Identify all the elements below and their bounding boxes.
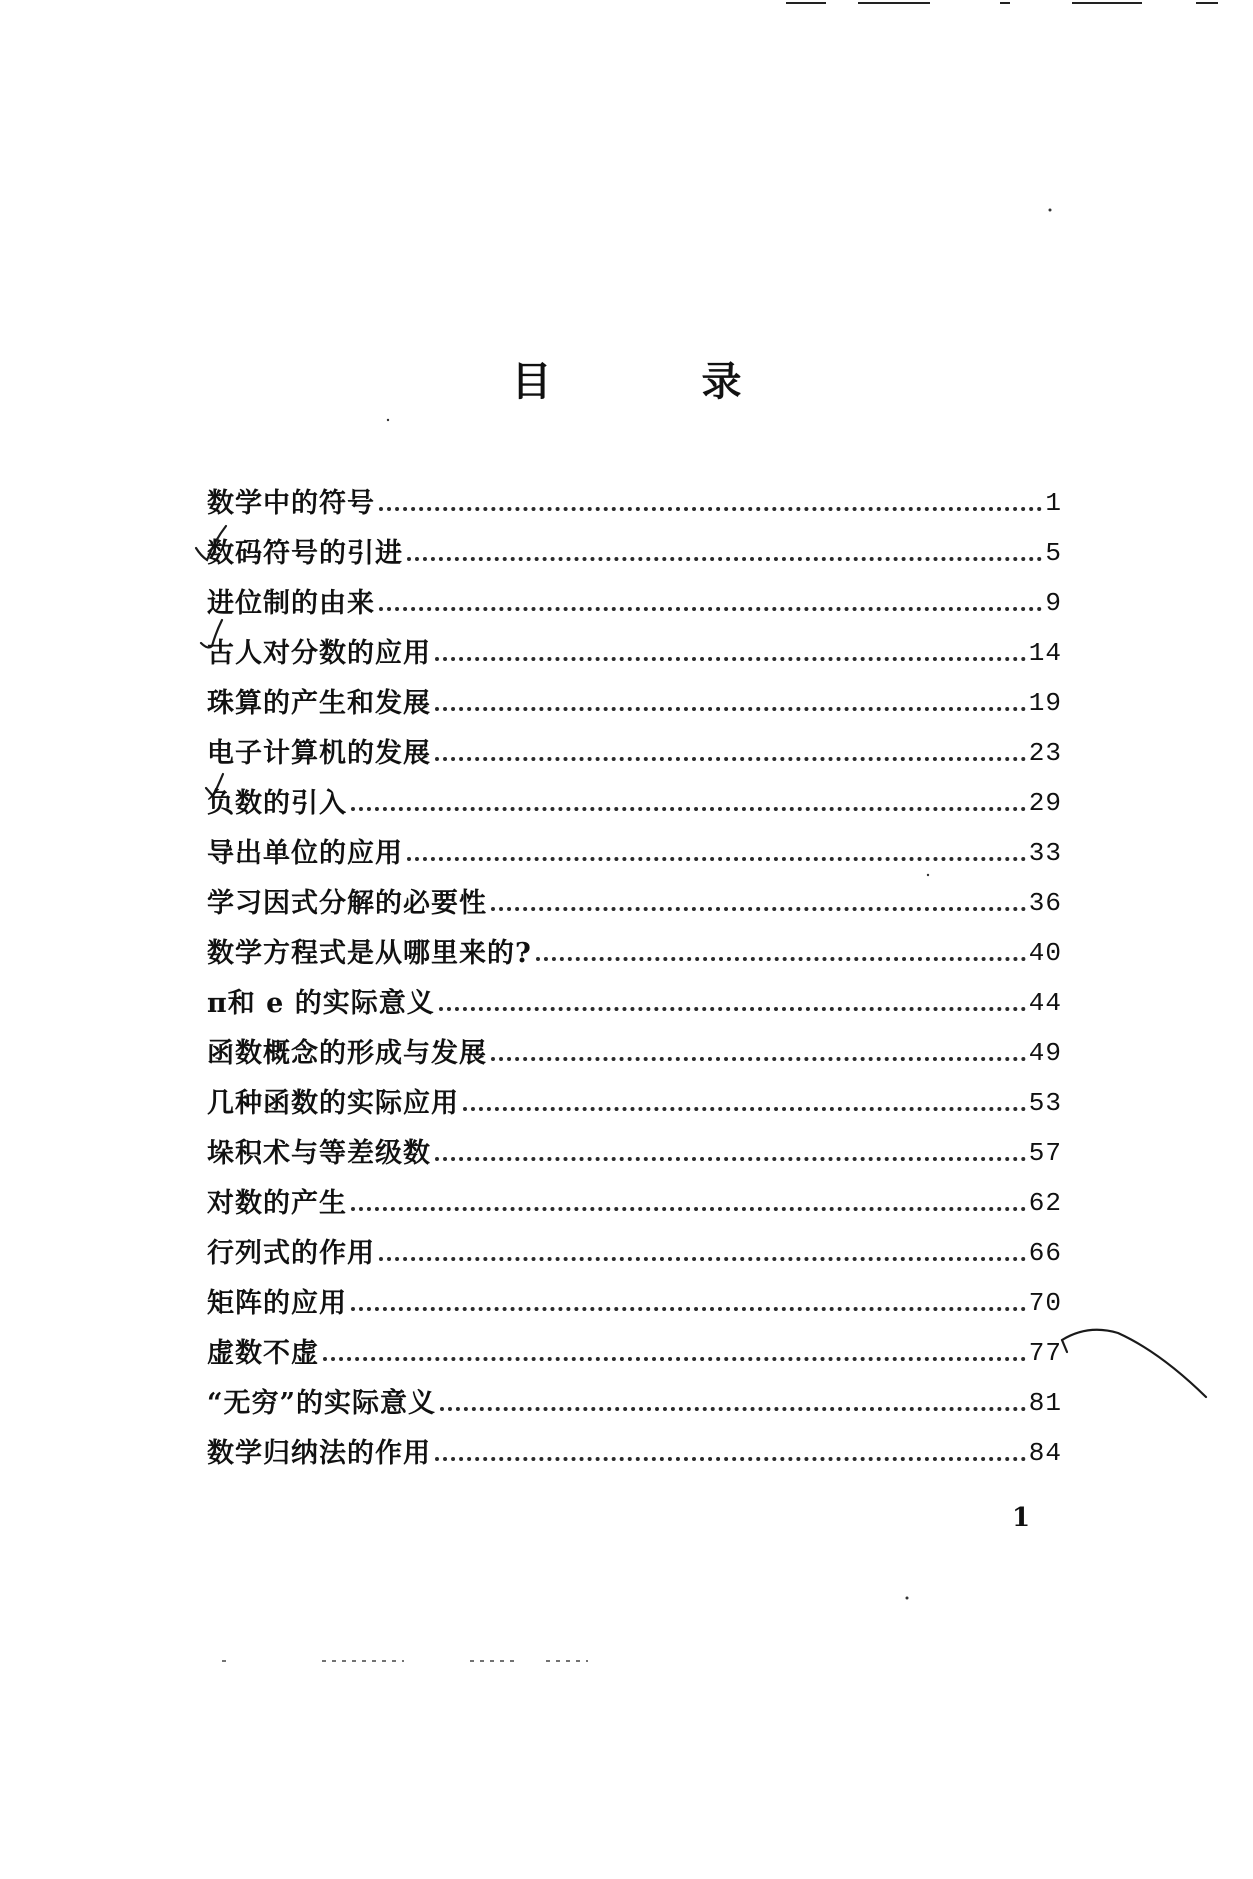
toc-entry[interactable] [207,1278,1062,1328]
toc-entry-page: 40 [1028,938,1062,968]
dot-leader [379,507,1042,511]
toc-entry-page: 57 [1028,1138,1062,1168]
toc-entry-page: 14 [1028,638,1062,668]
toc-entry-page: 53 [1028,1088,1062,1118]
toc-entry-page: 19 [1028,688,1062,718]
toc-entry[interactable] [207,1028,1062,1078]
toc-entry[interactable] [207,878,1062,928]
toc-entry-page: 70 [1028,1288,1062,1318]
toc-entry[interactable] [207,1378,1062,1428]
toc-entry-page: 66 [1028,1238,1062,1268]
toc-entry[interactable] [207,1328,1062,1378]
dot-leader [491,1057,1026,1061]
toc-entry-title: 函数概念的形成与发展 [207,1037,487,1069]
scan-speck [387,419,389,421]
toc-entry[interactable] [207,828,1062,878]
toc-entry-title: 数学归纳法的作用 [207,1437,431,1469]
toc-entry-title: 对数的产生 [207,1187,347,1219]
toc-entry-title: 电子计算机的发展 [207,737,431,769]
toc-entry-page: 81 [1028,1388,1062,1418]
dot-leader [351,807,1026,811]
toc-entry[interactable] [207,1428,1062,1478]
dot-leader [440,1407,1026,1411]
toc-entry-title: π和 e 的实际意义 [207,987,435,1019]
toc-list [207,478,1062,1478]
toc-entry[interactable] [207,1128,1062,1178]
dot-leader [351,1307,1026,1311]
toc-entry-title: 数码符号的引进 [207,537,403,569]
dot-leader [435,707,1026,711]
toc-entry-title: 几种函数的实际应用 [207,1087,459,1119]
toc-entry-title: 进位制的由来 [207,587,375,619]
toc-entry[interactable] [207,978,1062,1028]
toc-entry-page: 36 [1028,888,1062,918]
toc-entry-title: “无穷”的实际意义 [207,1387,437,1419]
toc-entry[interactable] [207,1228,1062,1278]
toc-entry[interactable] [207,528,1062,578]
toc-entry-page: 5 [1045,538,1062,568]
toc-entry-title: 行列式的作用 [207,1237,375,1269]
dot-leader [439,1007,1026,1011]
scan-speck [906,1597,909,1600]
toc-entry-page: 77 [1028,1338,1062,1368]
dot-leader [351,1207,1026,1211]
dot-leader [491,907,1026,911]
dot-leader [463,1107,1026,1111]
scan-speck [1049,209,1052,212]
toc-title: 目 录 [511,359,810,405]
toc-entry-title: 导出单位的应用 [207,837,403,869]
toc-entry[interactable] [207,578,1062,628]
toc-entry-title: 矩阵的应用 [207,1287,347,1319]
pen-annotation-line [1062,1340,1067,1352]
toc-entry[interactable] [207,728,1062,778]
dot-leader [379,1257,1026,1261]
toc-entry-page: 84 [1028,1438,1062,1468]
toc-entry-title: 古人对分数的应用 [207,637,431,669]
toc-entry[interactable] [207,1178,1062,1228]
dot-leader [407,857,1026,861]
toc-entry[interactable] [207,1078,1062,1128]
toc-entry-page: 62 [1028,1188,1062,1218]
toc-entry[interactable] [207,478,1062,528]
toc-entry-title: 学习因式分解的必要性 [207,887,487,919]
toc-entry-page: 44 [1028,988,1062,1018]
dot-leader [435,657,1026,661]
toc-entry-title: 数学方程式是从哪里来的? [207,937,532,969]
toc-entry-title: 垛积术与等差级数 [207,1137,431,1169]
toc-entry[interactable] [207,678,1062,728]
pen-annotation-line [1062,1330,1206,1397]
dot-leader [323,1357,1026,1361]
toc-entry-title: 虚数不虚 [207,1337,319,1369]
dot-leader [536,957,1026,961]
toc-entry-page: 49 [1028,1038,1062,1068]
dot-leader [379,607,1042,611]
toc-entry-page: 9 [1045,588,1062,618]
toc-entry-title: 数学中的符号 [207,487,375,519]
toc-entry-page: 29 [1028,788,1062,818]
toc-entry-title: 负数的引入 [207,787,347,819]
toc-entry-title: 珠算的产生和发展 [207,687,431,719]
page-number: 1 [1012,1503,1031,1533]
toc-entry-page: 33 [1028,838,1062,868]
toc-entry[interactable] [207,928,1062,978]
dot-leader [435,757,1026,761]
toc-entry[interactable] [207,778,1062,828]
dot-leader [435,1457,1026,1461]
dot-leader [407,557,1042,561]
dot-leader [435,1157,1026,1161]
toc-entry-page: 1 [1045,488,1062,518]
toc-entry-page: 23 [1028,738,1062,768]
toc-entry[interactable] [207,628,1062,678]
